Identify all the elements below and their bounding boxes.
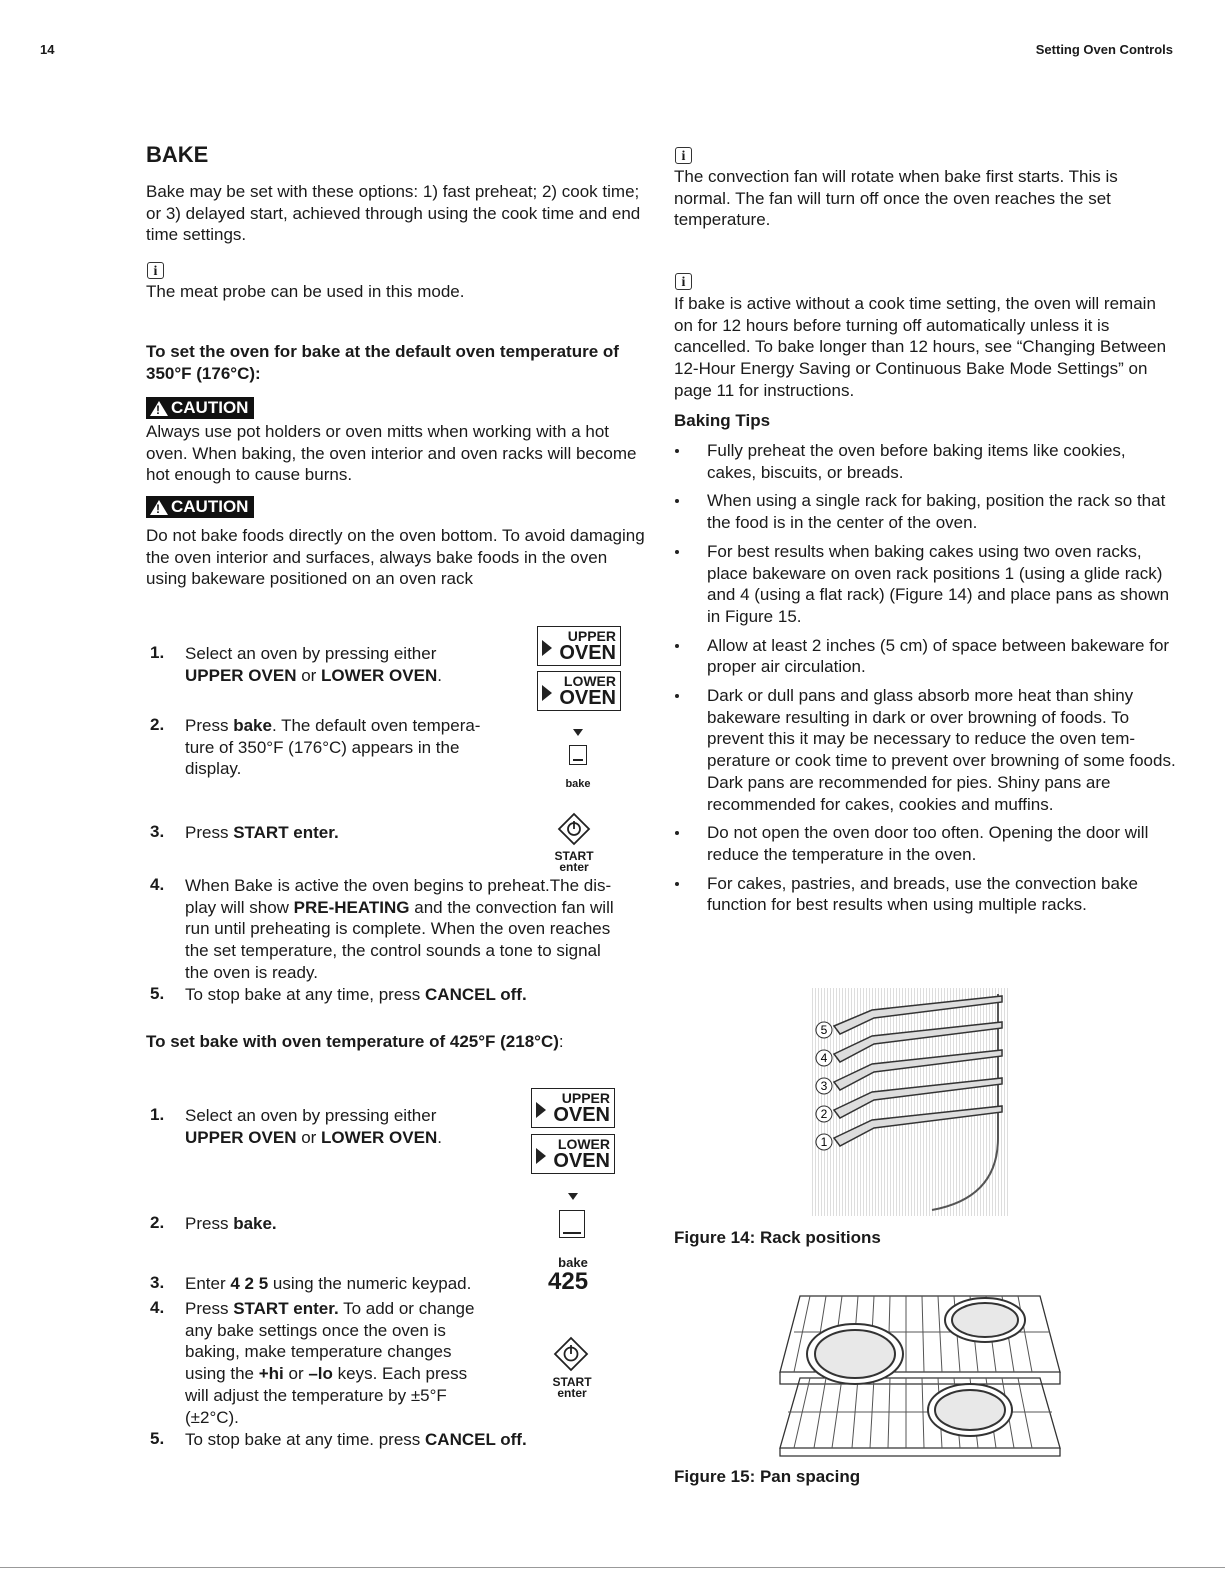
- step-number: 3.: [150, 822, 165, 841]
- step-4-text: When Bake is active the oven begins to preheat.The dis- play will show PRE-HEATING and the convection fan will run until preheating is complete. When the oven reaches the set temperature, the control sounds a tone to signal the oven is ready.: [185, 876, 614, 982]
- default-temp-heading: To set the oven for bake at the default oven temperature of 350°F (176°C):: [146, 342, 619, 383]
- start-button-icon[interactable]: [553, 1336, 589, 1372]
- caution-label: CAUTION: [171, 398, 249, 417]
- play-arrow-icon: [542, 685, 552, 701]
- bake-button[interactable]: [559, 1210, 585, 1238]
- step-1-text: Select an oven by pressing either UPPER OVEN or LOWER OVEN.: [185, 644, 442, 685]
- caution-label: CAUTION: [171, 497, 249, 516]
- info-icon: i: [675, 273, 692, 290]
- step-2-text: Press bake.: [185, 1214, 277, 1233]
- list-item: For best results when baking cakes using two oven racks, place bakeware on oven rack positions 1 (using a glide rack) and 4 (using a flat rack) (Figure 14) and place pans as shown in Figure 15.: [707, 541, 1177, 628]
- rack-label-3: 3: [820, 1079, 828, 1093]
- step-5-text: To stop bake at any time, press CANCEL off.: [185, 985, 527, 1004]
- step-1-text: Select an oven by pressing either UPPER OVEN or LOWER OVEN.: [185, 1106, 442, 1147]
- step-5-text: To stop bake at any time. press CANCEL off.: [185, 1430, 527, 1449]
- step-number: 1.: [150, 643, 165, 662]
- fan-note: The convection fan will rotate when bake first starts. This is normal. The fan will turn off once the oven reaches the set temperature.: [674, 167, 1118, 230]
- indicator-arrow-icon: [568, 1193, 578, 1200]
- step-number: 1.: [150, 1105, 165, 1124]
- temp-425-heading: To set bake with oven temperature of 425°F (218°C):: [146, 1032, 564, 1051]
- rack-positions-figure: [812, 988, 1008, 1216]
- warning-icon: !: [150, 500, 168, 515]
- baking-tips-heading: Baking Tips: [674, 411, 771, 430]
- temperature-display: 425: [548, 1268, 589, 1295]
- figure-14-caption: Figure 14: Rack positions: [674, 1228, 881, 1247]
- lower-oven-label: LOWER: [563, 673, 616, 689]
- bake-intro: Bake may be set with these options: 1) fast preheat; 2) cook time; or 3) delayed start, achieved through using the cook time and end time settings.: [146, 182, 641, 245]
- indicator-arrow-icon: [573, 729, 583, 736]
- warning-icon: !: [150, 401, 168, 416]
- step-number: 2.: [150, 715, 165, 734]
- list-item: Allow at least 2 inches (5 cm) of space between bakeware for proper air circulation.: [707, 635, 1177, 678]
- lower-oven-button[interactable]: [531, 1134, 615, 1174]
- step-number: 4.: [150, 875, 165, 894]
- rack-label-4: 4: [820, 1051, 828, 1065]
- step-number: 4.: [150, 1298, 165, 1317]
- oven-label: OVEN: [553, 1150, 610, 1172]
- step-3-text: Press START enter.: [185, 823, 339, 842]
- step-3-text: Enter 4 2 5 using the numeric keypad.: [185, 1274, 472, 1293]
- caution-text-2: Do not bake foods directly on the oven bottom. To avoid damaging the oven interior and surfaces, always bake foods in the oven using bakeware positioned on an oven rack: [146, 526, 645, 589]
- bake-button[interactable]: [569, 745, 587, 765]
- list-item: When using a single rack for baking, position the rack so that the food is in the center of the oven.: [707, 490, 1177, 533]
- caution-text-1: Always use pot holders or oven mitts when working with a hot oven. When baking, the oven interior and oven racks will become hot enough to cause burns.: [146, 422, 637, 485]
- upper-oven-label: UPPER: [561, 1090, 610, 1106]
- section-title: Setting Oven Controls: [1035, 42, 1173, 57]
- step-number: 3.: [150, 1273, 165, 1292]
- lower-oven-label: LOWER: [557, 1136, 610, 1152]
- page-number: 14: [40, 42, 55, 57]
- list-item: Dark or dull pans and glass absorb more heat than shiny bakeware resulting in dark or over browning of foods. To prevent this it may be necessary to reduce the oven tem-perature or cook time to prevent over browning of some foods. Dark pans are recommended for pies. Shiny pans are recommended for cakes, cookies and muffins.: [707, 685, 1177, 815]
- rack-label-2: 2: [820, 1107, 828, 1121]
- probe-note: The meat probe can be used in this mode.: [146, 282, 465, 301]
- step-number: 5.: [150, 984, 165, 1003]
- pan-spacing-figure: [770, 1292, 1070, 1458]
- oven-label: OVEN: [559, 687, 616, 709]
- upper-oven-label: UPPER: [567, 628, 616, 644]
- bake-heading: BAKE: [146, 142, 209, 167]
- list-item: Do not open the oven door too often. Opening the door will reduce the temperature in the oven.: [707, 822, 1177, 865]
- play-arrow-icon: [542, 640, 552, 656]
- list-item: Fully preheat the oven before baking items like cookies, cakes, biscuits, or breads.: [707, 440, 1177, 483]
- play-arrow-icon: [536, 1148, 546, 1164]
- upper-oven-button[interactable]: [531, 1088, 615, 1128]
- bottom-divider: [0, 1567, 1225, 1568]
- play-arrow-icon: [536, 1102, 546, 1118]
- oven-label: OVEN: [553, 1104, 610, 1126]
- baking-tips-list: [707, 440, 1177, 916]
- active-note: If bake is active without a cook time setting, the oven will remain on for 12 hours before turning off automatically unless it is cancelled. To bake longer than 12 hours, see “Changing Between 12-Hour Energy Saving or Continuous Bake Mode Settings” on page 11 for instructions.: [674, 294, 1167, 400]
- lower-oven-button[interactable]: [537, 671, 621, 711]
- info-icon: i: [147, 262, 164, 279]
- rack-label-1: 1: [820, 1135, 828, 1149]
- bake-label: bake: [565, 778, 591, 790]
- info-icon: i: [675, 147, 692, 164]
- start-button-icon[interactable]: [557, 812, 591, 846]
- figure-15-caption: Figure 15: Pan spacing: [674, 1467, 861, 1486]
- caution-badge: [146, 496, 254, 518]
- step-2-text: Press bake. The default oven tempera- ture of 350°F (176°C) appears in the display.: [185, 716, 481, 779]
- upper-oven-button[interactable]: [537, 626, 621, 666]
- oven-label: OVEN: [559, 642, 616, 664]
- list-item: For cakes, pastries, and breads, use the convection bake function for best results when using multiple racks.: [707, 873, 1177, 916]
- rack-label-5: 5: [820, 1023, 828, 1037]
- start-enter-label: START enter: [552, 1375, 592, 1400]
- step-number: 2.: [150, 1213, 165, 1232]
- step-number: 5.: [150, 1429, 165, 1448]
- bake-label: bake: [558, 1255, 588, 1270]
- start-enter-label: START enter: [554, 849, 594, 874]
- caution-badge: [146, 397, 254, 419]
- step-4-text: Press START enter. To add or change any bake settings once the oven is baking, make temperature changes using the +hi or –lo keys. Each press will adjust the temperature by ±5°F (±2°C).: [185, 1299, 475, 1427]
